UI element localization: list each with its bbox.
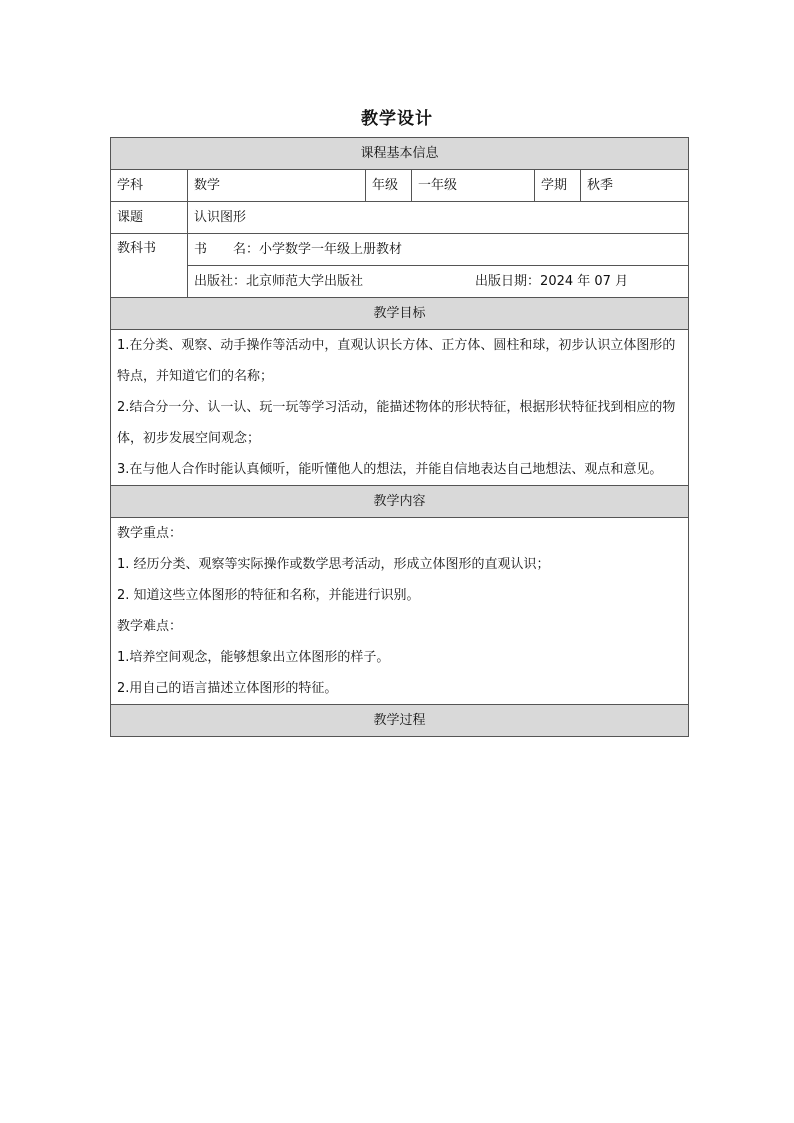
difficulties-label: 教学难点： [117, 619, 183, 634]
publisher-label: 出版社： [194, 274, 247, 289]
section-header-objectives [111, 298, 689, 330]
textbook-label: 教科书 [111, 234, 188, 298]
section-title-basic-info: 课程基本信息 [111, 138, 689, 170]
document-title: 教学设计 [361, 109, 433, 129]
row-topic [111, 202, 689, 234]
objective-item: 3.在与他人合作时能认真倾听，能听懂他人的想法，并能自信地表达自己地想法、观点和意见。 [117, 462, 663, 477]
difficulty-item: 2.用自己的语言描述立体图形的特征。 [117, 681, 338, 696]
grade-value: 一年级 [412, 170, 535, 202]
textbook-publisher-line [194, 266, 682, 297]
textbook-details [188, 234, 689, 298]
key-point-item: 1. 经历分类、观察等实际操作或数学思考活动，形成立体图形的直观认识； [117, 557, 550, 572]
subject-value: 数学 [188, 170, 366, 202]
book-name-value: 小学数学一年级上册教材 [259, 242, 403, 257]
section-header-basic-info [111, 138, 689, 170]
section-title-process: 教学过程 [111, 705, 689, 737]
pub-date-value: 2024 年 07 月 [540, 274, 629, 289]
objectives-list [111, 330, 689, 486]
lesson-plan-table [110, 137, 689, 737]
grade-label: 年级 [366, 170, 412, 202]
section-header-content [111, 486, 689, 518]
book-name-label-suffix: 名： [233, 242, 260, 257]
term-label: 学期 [535, 170, 581, 202]
topic-label: 课题 [111, 202, 188, 234]
row-textbook [111, 234, 689, 298]
pub-date-label: 出版日期： [475, 274, 541, 289]
row-content [111, 518, 689, 705]
difficulty-item: 1.培养空间观念，能够想象出立体图形的样子。 [117, 650, 390, 665]
objective-item: 1.在分类、观察、动手操作等活动中，直观认识长方体、正方体、圆柱和球，初步认识立体图形的特点，并知道它们的名称； [117, 338, 676, 384]
textbook-name-line [188, 234, 688, 266]
term-value: 秋季 [581, 170, 689, 202]
publisher-value: 北京师范大学出版社 [246, 274, 364, 289]
row-subject-grade-term [111, 170, 689, 202]
content-block [111, 518, 689, 705]
section-title-objectives: 教学目标 [111, 298, 689, 330]
topic-value: 认识图形 [188, 202, 689, 234]
section-title-content: 教学内容 [111, 486, 689, 518]
objective-item: 2.结合分一分、认一认、玩一玩等学习活动，能描述物体的形状特征，根据形状特征找到相应的物体，初步发展空间观念； [117, 400, 676, 446]
row-objectives [111, 330, 689, 486]
publisher-group [194, 266, 363, 297]
pub-date-group [475, 266, 628, 297]
subject-label: 学科 [111, 170, 188, 202]
key-points-label: 教学重点： [117, 526, 183, 541]
section-header-process [111, 705, 689, 737]
key-point-item: 2. 知道这些立体图形的特征和名称，并能进行识别。 [117, 588, 420, 603]
book-name-label-char: 书 [194, 242, 208, 257]
